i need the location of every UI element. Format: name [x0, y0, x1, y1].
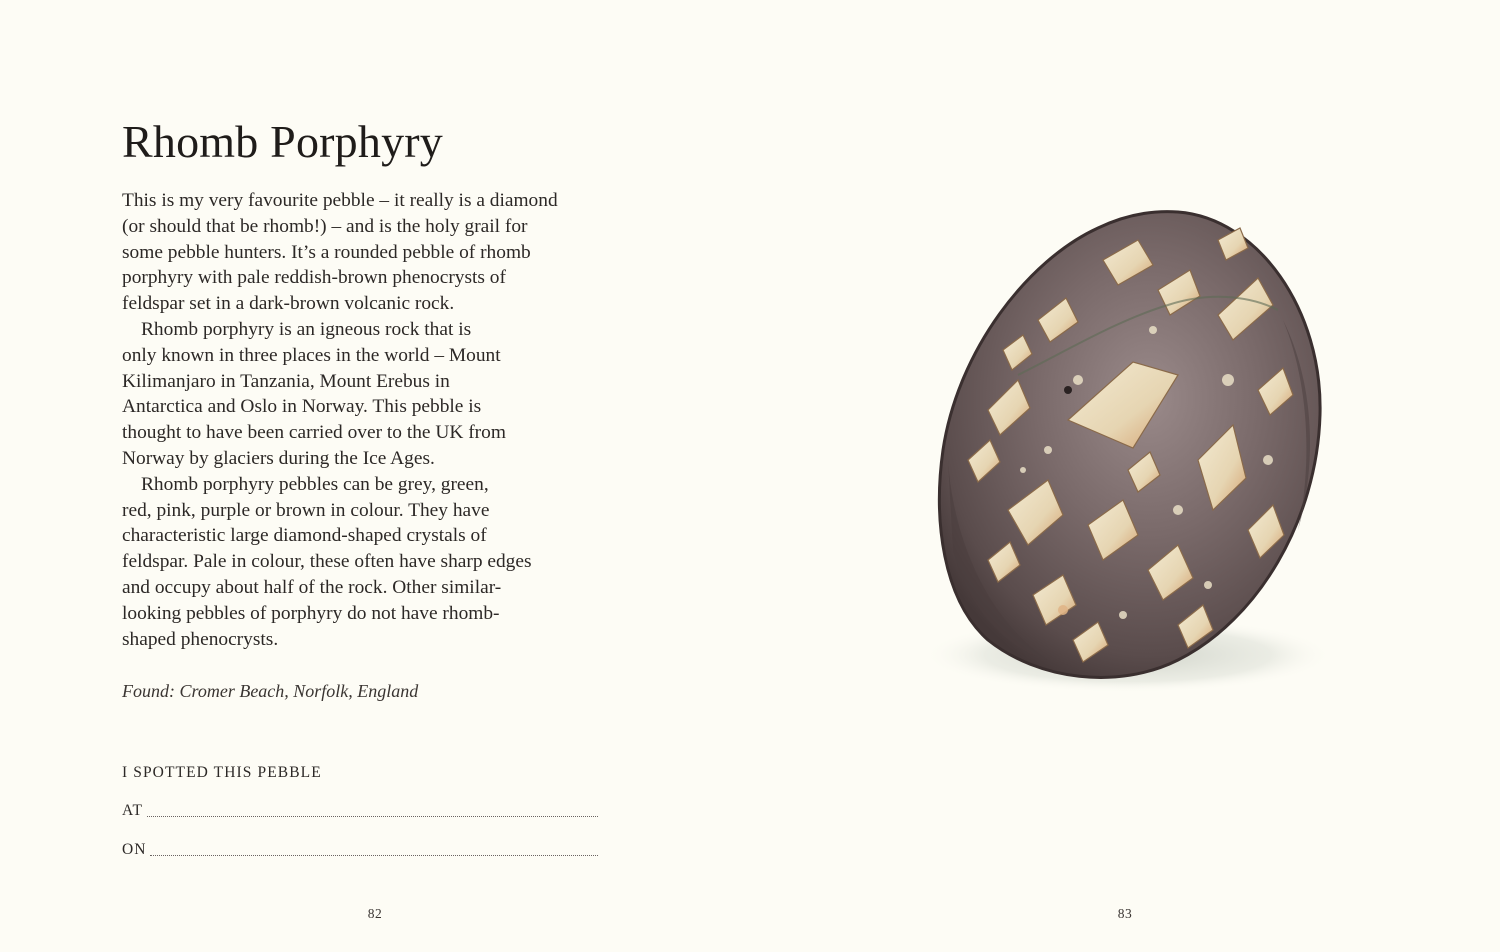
body-line: and occupy about half of the rock. Other similar-: [122, 576, 502, 598]
page-number-right: 83: [1117, 906, 1133, 921]
spotted-on-label: ON: [122, 841, 147, 858]
page-number-left: 82: [367, 906, 383, 921]
body-line: Rhomb porphyry pebbles can be grey, green,: [141, 473, 489, 495]
spotted-heading: I SPOTTED THIS PEBBLE: [122, 764, 322, 781]
spotted-on-dotted-line: [150, 855, 598, 856]
body-text: [122, 188, 612, 652]
body-line: shaped phenocrysts.: [122, 628, 279, 650]
body-line: only known in three places in the world – Mount: [122, 344, 501, 366]
body-line: feldspar set in a dark-brown volcanic rock.: [122, 293, 455, 315]
body-line: Antarctica and Oslo in Norway. This pebble is: [122, 396, 482, 418]
body-line: Kilimanjaro in Tanzania, Mount Erebus in: [122, 370, 450, 392]
rhomb-porphyry-pebble-illustration: [928, 200, 1348, 720]
body-line: feldspar. Pale in colour, these often have sharp edges: [122, 551, 532, 573]
body-line: red, pink, purple or brown in colour. They have: [122, 499, 490, 521]
body-line: This is my very favourite pebble – it really is a diamond: [122, 190, 558, 211]
spotted-at-label: AT: [122, 802, 143, 819]
body-line: Norway by glaciers during the Ice Ages.: [122, 447, 435, 469]
body-line: thought to have been carried over to the UK from: [122, 422, 506, 444]
right-page: [750, 0, 1500, 952]
found-location: Found: Cromer Beach, Norfolk, England: [122, 681, 419, 701]
body-line: porphyry with pale reddish-brown phenocrysts of: [122, 267, 506, 289]
body-line: characteristic large diamond-shaped crystals of: [122, 525, 487, 547]
body-line: Rhomb porphyry is an igneous rock that is: [141, 318, 472, 340]
spotted-at-dotted-line: [147, 816, 598, 817]
page-title: Rhomb Porphyry: [122, 116, 443, 167]
body-line: (or should that be rhomb!) – and is the holy grail for: [122, 215, 528, 237]
body-line: some pebble hunters. It’s a rounded pebble of rhomb: [122, 241, 531, 263]
spotted-on-field: [122, 839, 598, 861]
body-line: looking pebbles of porphyry do not have rhomb-: [122, 602, 500, 624]
spotted-at-field: [122, 800, 598, 822]
